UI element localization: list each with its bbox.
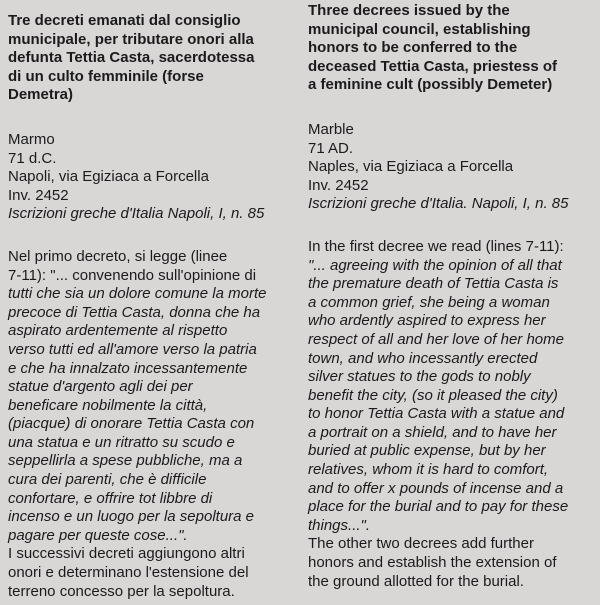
- italian-body-line: incenso e un luogo per la sepoltura e: [8, 508, 255, 526]
- english-inventory: Inv. 2452: [308, 176, 369, 194]
- italian-metadata: [8, 131, 300, 224]
- english-body-line: The other two decrees add further: [308, 535, 534, 553]
- italian-body-line: seppellirla a spese pubbliche, ma a: [8, 452, 243, 470]
- english-body-line: respect of all and her love of her home: [308, 330, 564, 348]
- english-title-line: Three decrees issued by the: [308, 2, 510, 19]
- english-body: [308, 238, 600, 591]
- english-body-line: benefit the city, (so it pleased the city): [308, 386, 558, 404]
- english-title-line: deceased Tettia Casta, priestess of: [308, 57, 557, 75]
- italian-title-line: di un culto femminile (forse: [8, 67, 204, 85]
- italian-body-line: Nel primo decreto, si legge (linee: [8, 247, 228, 265]
- italian-body-line: statue d'argento agli dei per: [8, 378, 193, 396]
- italian-date: 71 d.C.: [8, 149, 57, 167]
- english-body-line: to honor Tettia Casta with a statue and: [308, 405, 565, 423]
- italian-body-line: (piacque) di onorare Tettia Casta con: [8, 415, 255, 433]
- english-body-line: the premature death of Tettia Casta is: [308, 275, 559, 293]
- english-title: [308, 2, 600, 95]
- italian-title-line: defunta Tettia Casta, sacerdotessa: [8, 49, 255, 67]
- english-body-line: relatives, whom it is hard to comfort,: [308, 461, 549, 479]
- italian-body-line: cura dei parenti, che è difficile: [8, 471, 207, 489]
- english-body-line: a portrait on a shield, and to have her: [308, 423, 557, 441]
- italian-body-line: verso tutti ed all'amore verso la patria: [8, 340, 257, 358]
- english-body-line: town, and who incessantly erected: [308, 349, 538, 367]
- english-date: 71 AD.: [308, 139, 354, 157]
- italian-title-line: Demetra): [8, 86, 74, 104]
- english-title-line: honors to be conferred to the: [308, 39, 518, 57]
- italian-body-line: e che ha innalzato incessantemente: [8, 359, 248, 377]
- italian-body-line: onori e determinano l'estensione del: [8, 564, 249, 582]
- italian-title-line: municipale, per tributare onori alla: [8, 30, 254, 48]
- italian-body-line: I successivi decreti aggiungono altri: [8, 545, 245, 563]
- english-place: Naples, via Egiziaca a Forcella: [308, 158, 514, 176]
- english-reference: Iscrizioni greche d'Italia. Napoli, I, n. 85: [308, 195, 569, 213]
- italian-body-line: una statua e un ritratto su scudo e: [8, 433, 235, 451]
- english-metadata: [308, 121, 600, 214]
- english-body-line: "... agreeing with the opinion of all that: [308, 256, 562, 274]
- italian-body-line: tutti che sia un dolore comune la morte: [8, 285, 267, 303]
- english-body-line: things...".: [308, 516, 371, 534]
- english-body-line: who ardently aspired to express her: [308, 312, 546, 330]
- italian-reference: Iscrizioni greche d'Italia Napoli, I, n. 85: [8, 205, 265, 223]
- italian-inventory: Inv. 2452: [8, 186, 69, 204]
- english-body-line: place for the burial and to pay for these: [308, 498, 569, 516]
- english-body-line: silver statues to the gods to nobly: [308, 368, 531, 386]
- english-title-line: a feminine cult (possibly Demeter): [308, 76, 553, 94]
- italian-title-line: Tre decreti emanati dal consiglio: [8, 12, 241, 29]
- italian-body-line: beneficare nobilmente la città,: [8, 396, 208, 414]
- english-body-line: and to offer x pounds of incense and a: [308, 479, 564, 497]
- english-column: [308, 2, 600, 591]
- italian-body-line: aspirato ardentemente al rispetto: [8, 322, 228, 340]
- italian-body-line: precoce di Tettia Casta, donna che ha: [8, 303, 261, 321]
- english-title-line: municipal council, establishing: [308, 20, 531, 38]
- english-body-line: honors and establish the extension of: [308, 554, 557, 572]
- italian-body-line: 7-11): "... convenendo sull'opinione di: [8, 266, 257, 284]
- english-body-line: buried at public expense, but by her: [308, 442, 546, 460]
- italian-body: [8, 248, 300, 601]
- english-body-line: the ground allotted for the burial.: [308, 572, 524, 590]
- italian-material: Marmo: [8, 130, 55, 148]
- italian-body-line: terreno concesso per la sepoltura.: [8, 582, 235, 600]
- italian-body-line: confortare, e offrire tot libbre di: [8, 489, 213, 507]
- italian-column: [8, 12, 300, 601]
- english-material: Marble: [308, 120, 354, 138]
- italian-body-line: pagare per queste cose...".: [8, 526, 188, 544]
- english-body-line: In the first decree we read (lines 7-11):: [308, 237, 564, 255]
- english-body-line: a common grief, she being a woman: [308, 293, 550, 311]
- italian-title: [8, 12, 300, 105]
- italian-place: Napoli, via Egiziaca a Forcella: [8, 168, 209, 186]
